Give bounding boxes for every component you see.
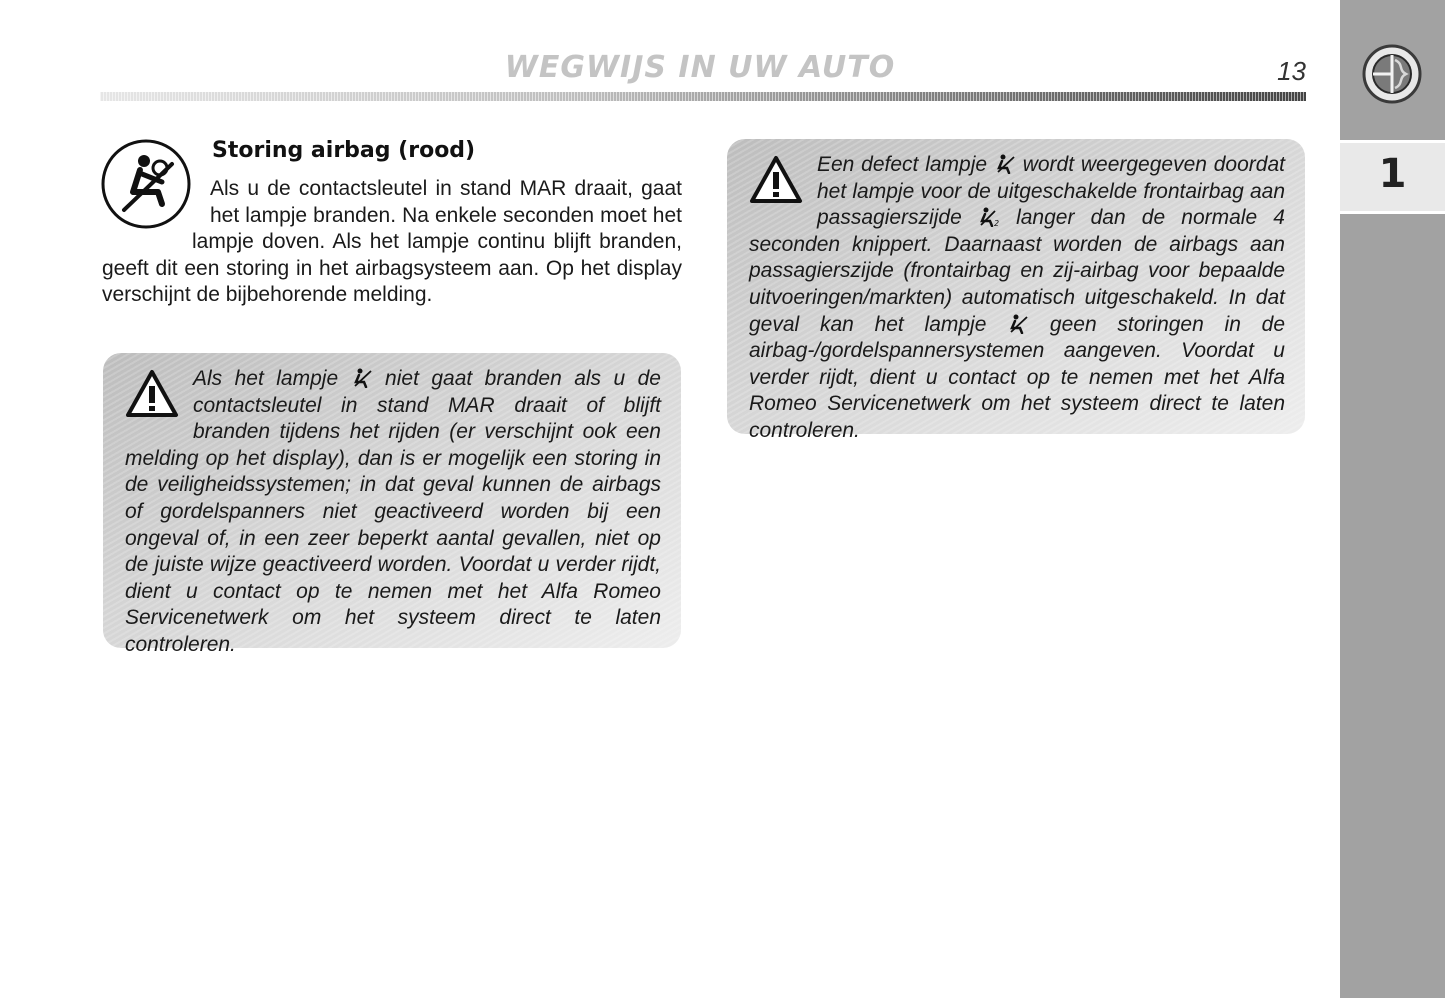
section-title: Storing airbag (rood) bbox=[212, 138, 476, 163]
warning-left-part1: Als het lampje bbox=[193, 367, 339, 390]
section-body-text bbox=[102, 176, 682, 309]
page-number: 13 bbox=[1277, 56, 1306, 86]
warning-right-part4: geen storingen in de airbag-/gordelspannersystemen aangeven. Voordat u verder rijdt, dient u contact op te nemen met het Alfa Romeo Servicenetwerk om het systeem direct te laten controleren. bbox=[749, 312, 1285, 442]
warning-right-part2: wordt weergegeven doordat het lampje voor de uitgeschakelde frontairbag aan passagierszijde bbox=[817, 153, 1285, 230]
warning-right-part1: Een defect lampje bbox=[817, 153, 988, 176]
chapter-tab[interactable] bbox=[1340, 140, 1445, 214]
warning-left-part2: niet gaat branden als u de contactsleutel in stand MAR draait of blijft branden tijdens het rijden (er verschijnt ook een melding op het display), dan is er mogelijk een storing in de veiligheidssystemen; in dat geval kunnen de airbags of gordelspanners niet geactiveerd worden bij een ongeval of, in een zeer beperkt aantal gevallen, niet op de juiste wijze geactiveerd worden. Voordat u verder rijdt, dient u contact op te nemen met het Alfa Romeo Servicenetwerk om het systeem direct te laten controleren. bbox=[125, 367, 661, 656]
warning-text-left bbox=[125, 366, 661, 659]
header-rule-divider bbox=[100, 92, 1306, 101]
warning-text-right bbox=[749, 152, 1285, 445]
chapter-tab-number: 1 bbox=[1378, 151, 1407, 197]
passenger-airbag-off-icon bbox=[978, 207, 1000, 227]
airbag-inline-icon bbox=[351, 368, 373, 388]
section-body: Als u de contactsleutel in stand MAR draait, gaat het lampje branden. Na enkele seconden moet het lampje doven. Als het lampje continu blijft branden, geeft dit een storing in het airbagsysteem aan. Op het display verschijnt de bijbehorende melding. bbox=[102, 177, 682, 306]
airbag-inline-icon bbox=[1007, 314, 1029, 334]
running-header-title: WEGWIJS IN UW AUTO bbox=[504, 50, 896, 85]
warning-box-right bbox=[727, 139, 1305, 442]
airbag-inline-icon bbox=[994, 154, 1016, 174]
warning-box-left bbox=[103, 353, 681, 656]
warning-right-part3: langer dan de normale 4 seconden knippert. Daarnaast worden de airbags aan passagierszijde (frontairbag en zij-airbag voor bepaalde uitvoeringen/markten) automatisch uitgeschakeld. In dat geval kan het lampje bbox=[749, 206, 1285, 336]
svg-text:2: 2 bbox=[993, 219, 999, 228]
alfa-romeo-emblem-icon bbox=[1362, 44, 1422, 104]
